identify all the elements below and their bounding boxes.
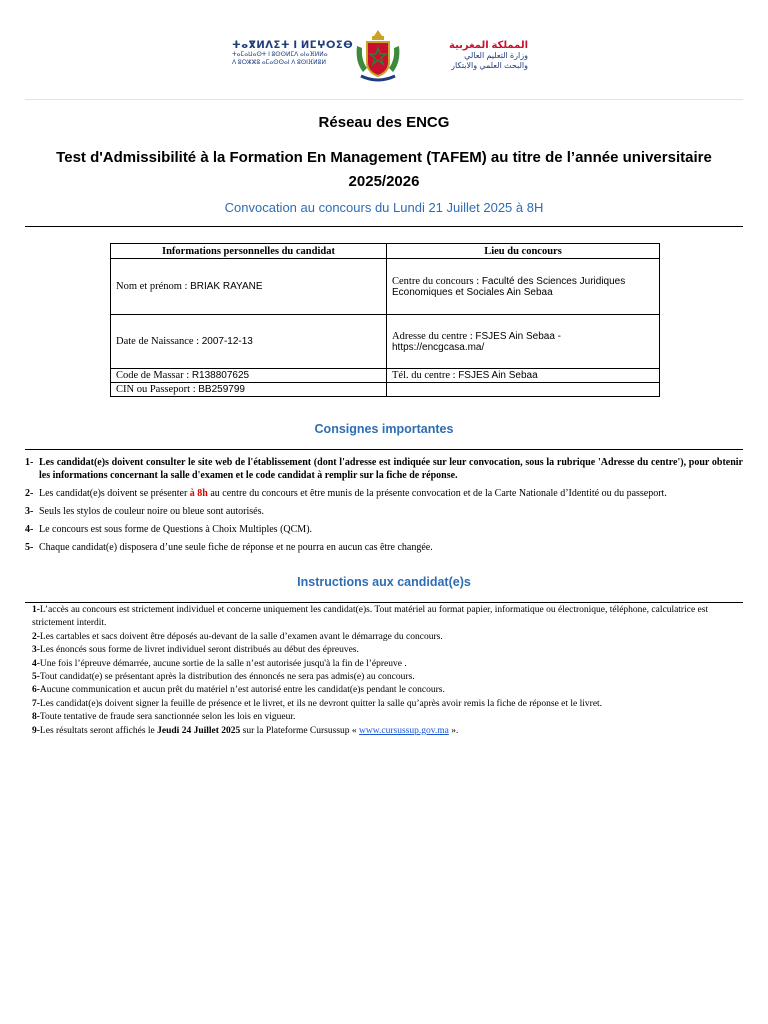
id-label: CIN ou Passeport :	[116, 384, 199, 395]
tifinagh-ministry-block	[232, 40, 354, 67]
list-item	[32, 711, 722, 724]
item-number: 1-	[25, 457, 34, 468]
title-divider	[25, 226, 743, 227]
table-row	[111, 259, 660, 315]
exam-center-cell	[387, 259, 660, 315]
consignes-divider	[25, 449, 743, 450]
arabic-line-2: والبحث العلمي والابتكار	[451, 61, 528, 70]
birthdate-cell	[111, 315, 387, 369]
item-text: Les candidat(e)s doivent signer la feuille de présence et le livret, et ils ne devront quitter la salle qu’après avoir remis la fiche de réponse et le livret.	[39, 698, 603, 709]
item-number: 3-	[25, 506, 34, 517]
header-personal-info: Informations personnelles du candidat	[111, 244, 387, 259]
tifinagh-line-1: ⵜⴰⵎⴰⵡⴰⵙⵜ ⵏ ⵓⵙⵙⵍⵎⴷ ⴰⵏⴰⴼⵍⵍⴰ	[232, 52, 328, 58]
list-item	[25, 456, 743, 482]
list-item	[32, 604, 722, 631]
list-item	[32, 631, 722, 644]
item-text: Aucune communication et aucun prêt du matériel n’est autorisé entre les candidat(e)s pendant le concours.	[39, 685, 445, 696]
exam-center-value: Faculté des Sciences Juridiques Economiques et Sociales Ain Sebaa	[392, 275, 626, 298]
moroccan-coat-of-arms-emblem	[351, 28, 405, 84]
center-address-value: FSJES Ain Sebaa - https://encgcasa.ma/	[392, 330, 561, 353]
list-item	[32, 658, 722, 671]
tifinagh-title: ⵜⴰⴳⵍⴷⵉⵜ ⵏ ⵍⵎⵖⵔⵉⴱ	[232, 40, 354, 51]
center-phone-cell	[387, 369, 660, 383]
item-text: Seuls les stylos de couleur noire ou bleue sont autorisés.	[39, 506, 264, 517]
item-text-continued: sur la Plateforme Cursussup «	[240, 725, 360, 736]
item-text: L’accès au concours est strictement individuel et concerne uniquement les candidat(e)s. Tout matériel au format papier, informatique ou électronique, téléphone, calculatrice est strictement interdit.	[32, 605, 709, 629]
birthdate-value: 2007-12-13	[201, 336, 253, 347]
item-number: 3-	[32, 645, 40, 656]
convocation-subtitle: Convocation au concours du Lundi 21 Juillet 2025 à 8H	[224, 200, 544, 215]
tifinagh-line-2: ⴷ ⵓⵔⵣⵣⵓ ⴰⵎⴰⵙⵙⴰⵏ ⴷ ⵓⵙⵏⴼⵍⵓⵍ	[232, 60, 326, 66]
center-phone-label: Tél. du centre :	[392, 370, 459, 381]
center-phone-value: FSJES Ain Sebaa	[458, 370, 538, 381]
massar-cell	[111, 369, 387, 383]
name-cell	[111, 259, 387, 315]
instructions-title: Instructions aux candidat(e)s	[297, 575, 471, 589]
name-value: BRIAK RAYANE	[190, 281, 263, 292]
item-number: 9-	[32, 725, 40, 736]
consignes-title: Consignes importantes	[314, 422, 454, 436]
item-text: Tout candidat(e) se présentant après la distribution des énnoncés ne sera pas admis(e) au concours.	[39, 672, 415, 683]
item-text: Toute tentative de fraude sera sanctionnée selon les lois en vigueur.	[39, 712, 296, 723]
arabic-title: المملكة المغربية	[449, 40, 528, 51]
consignes-list	[25, 456, 743, 559]
time-highlight: à 8h	[189, 488, 208, 499]
item-number: 2-	[25, 488, 34, 499]
massar-value: R138807625	[191, 370, 250, 381]
list-item	[32, 684, 722, 697]
table-row	[111, 383, 660, 397]
cursussup-link[interactable]: www.cursussup.gov.ma	[359, 725, 449, 736]
list-item	[25, 523, 743, 536]
candidate-info-table	[110, 243, 660, 397]
item-text: Les résultats seront affichés le	[39, 725, 158, 736]
item-text: Une fois l’épreuve démarrée, aucune sortie de la salle n’est autorisée jusqu'à la fin de l’épreuve .	[39, 658, 407, 669]
item-number: 6-	[32, 685, 40, 696]
page-header	[0, 28, 768, 88]
list-item	[25, 541, 743, 554]
id-value: BB259799	[198, 384, 245, 395]
item-text: Les candidat(e)s doivent consulter le site web de l'établissement (dont l'adresse est indiquée sur leur convocation, sous la rubrique 'Adresse du centre'), pour obtenir les informations concernant la salle d'examen et le code candidat à remplir sur la fiche de réponse.	[39, 457, 743, 481]
list-item	[32, 725, 722, 738]
empty-cell	[387, 383, 660, 397]
list-item	[32, 698, 722, 711]
arabic-ministry-block	[418, 40, 528, 71]
item-number: 2-	[32, 631, 40, 642]
item-text: Les candidat(e)s doivent se présenter	[39, 488, 190, 499]
center-address-label: Adresse du centre :	[392, 330, 476, 342]
item-number: 8-	[32, 712, 40, 723]
item-number: 5-	[25, 542, 34, 553]
name-label: Nom et prénom :	[116, 281, 191, 292]
list-item	[32, 644, 722, 657]
item-number: 4-	[32, 658, 40, 669]
item-text-end: ».	[448, 725, 459, 736]
exam-center-label: Centre du concours :	[392, 275, 482, 287]
table-row	[111, 315, 660, 369]
instructions-list	[32, 604, 722, 738]
massar-label: Code de Massar :	[116, 370, 192, 381]
arabic-line-1: وزارة التعليم العالي	[464, 51, 528, 60]
item-text: Les énoncés sous forme de livret individuel seront distribués au début des épreuves.	[39, 645, 359, 656]
network-title: Réseau des ENCG	[318, 114, 450, 131]
list-item	[25, 505, 743, 518]
test-title: Test d'Admissibilité à la Formation En Management (TAFEM) au titre de l’année universitaire 2025/2026	[56, 149, 712, 190]
birthdate-label: Date de Naissance :	[116, 336, 202, 347]
header-divider	[25, 99, 743, 100]
header-exam-location: Lieu du concours	[387, 244, 660, 259]
center-address-cell	[387, 315, 660, 369]
item-number: 1-	[32, 605, 40, 615]
instructions-divider	[25, 602, 743, 603]
table-header-row	[111, 244, 660, 259]
table-row	[111, 369, 660, 383]
item-number: 5-	[32, 672, 40, 683]
id-cell	[111, 383, 387, 397]
item-text: Le concours est sous forme de Questions à Choix Multiples (QCM).	[39, 524, 313, 535]
list-item	[25, 487, 743, 500]
results-date: Jeudi 24 Juillet 2025	[157, 725, 241, 736]
item-text: Chaque candidat(e) disposera d’une seule fiche de réponse et ne pourra en aucun cas être changée.	[39, 542, 433, 553]
list-item	[32, 671, 722, 684]
item-text-continued: au centre du concours et être munis de la présente convocation et de la Carte Nationale d’Identité ou du passeport.	[207, 488, 667, 499]
item-number: 4-	[25, 524, 34, 535]
item-text: Les cartables et sacs doivent être déposés au-devant de la salle d’examen avant le démarrage du concours.	[39, 631, 443, 642]
item-number: 7-	[32, 698, 40, 709]
